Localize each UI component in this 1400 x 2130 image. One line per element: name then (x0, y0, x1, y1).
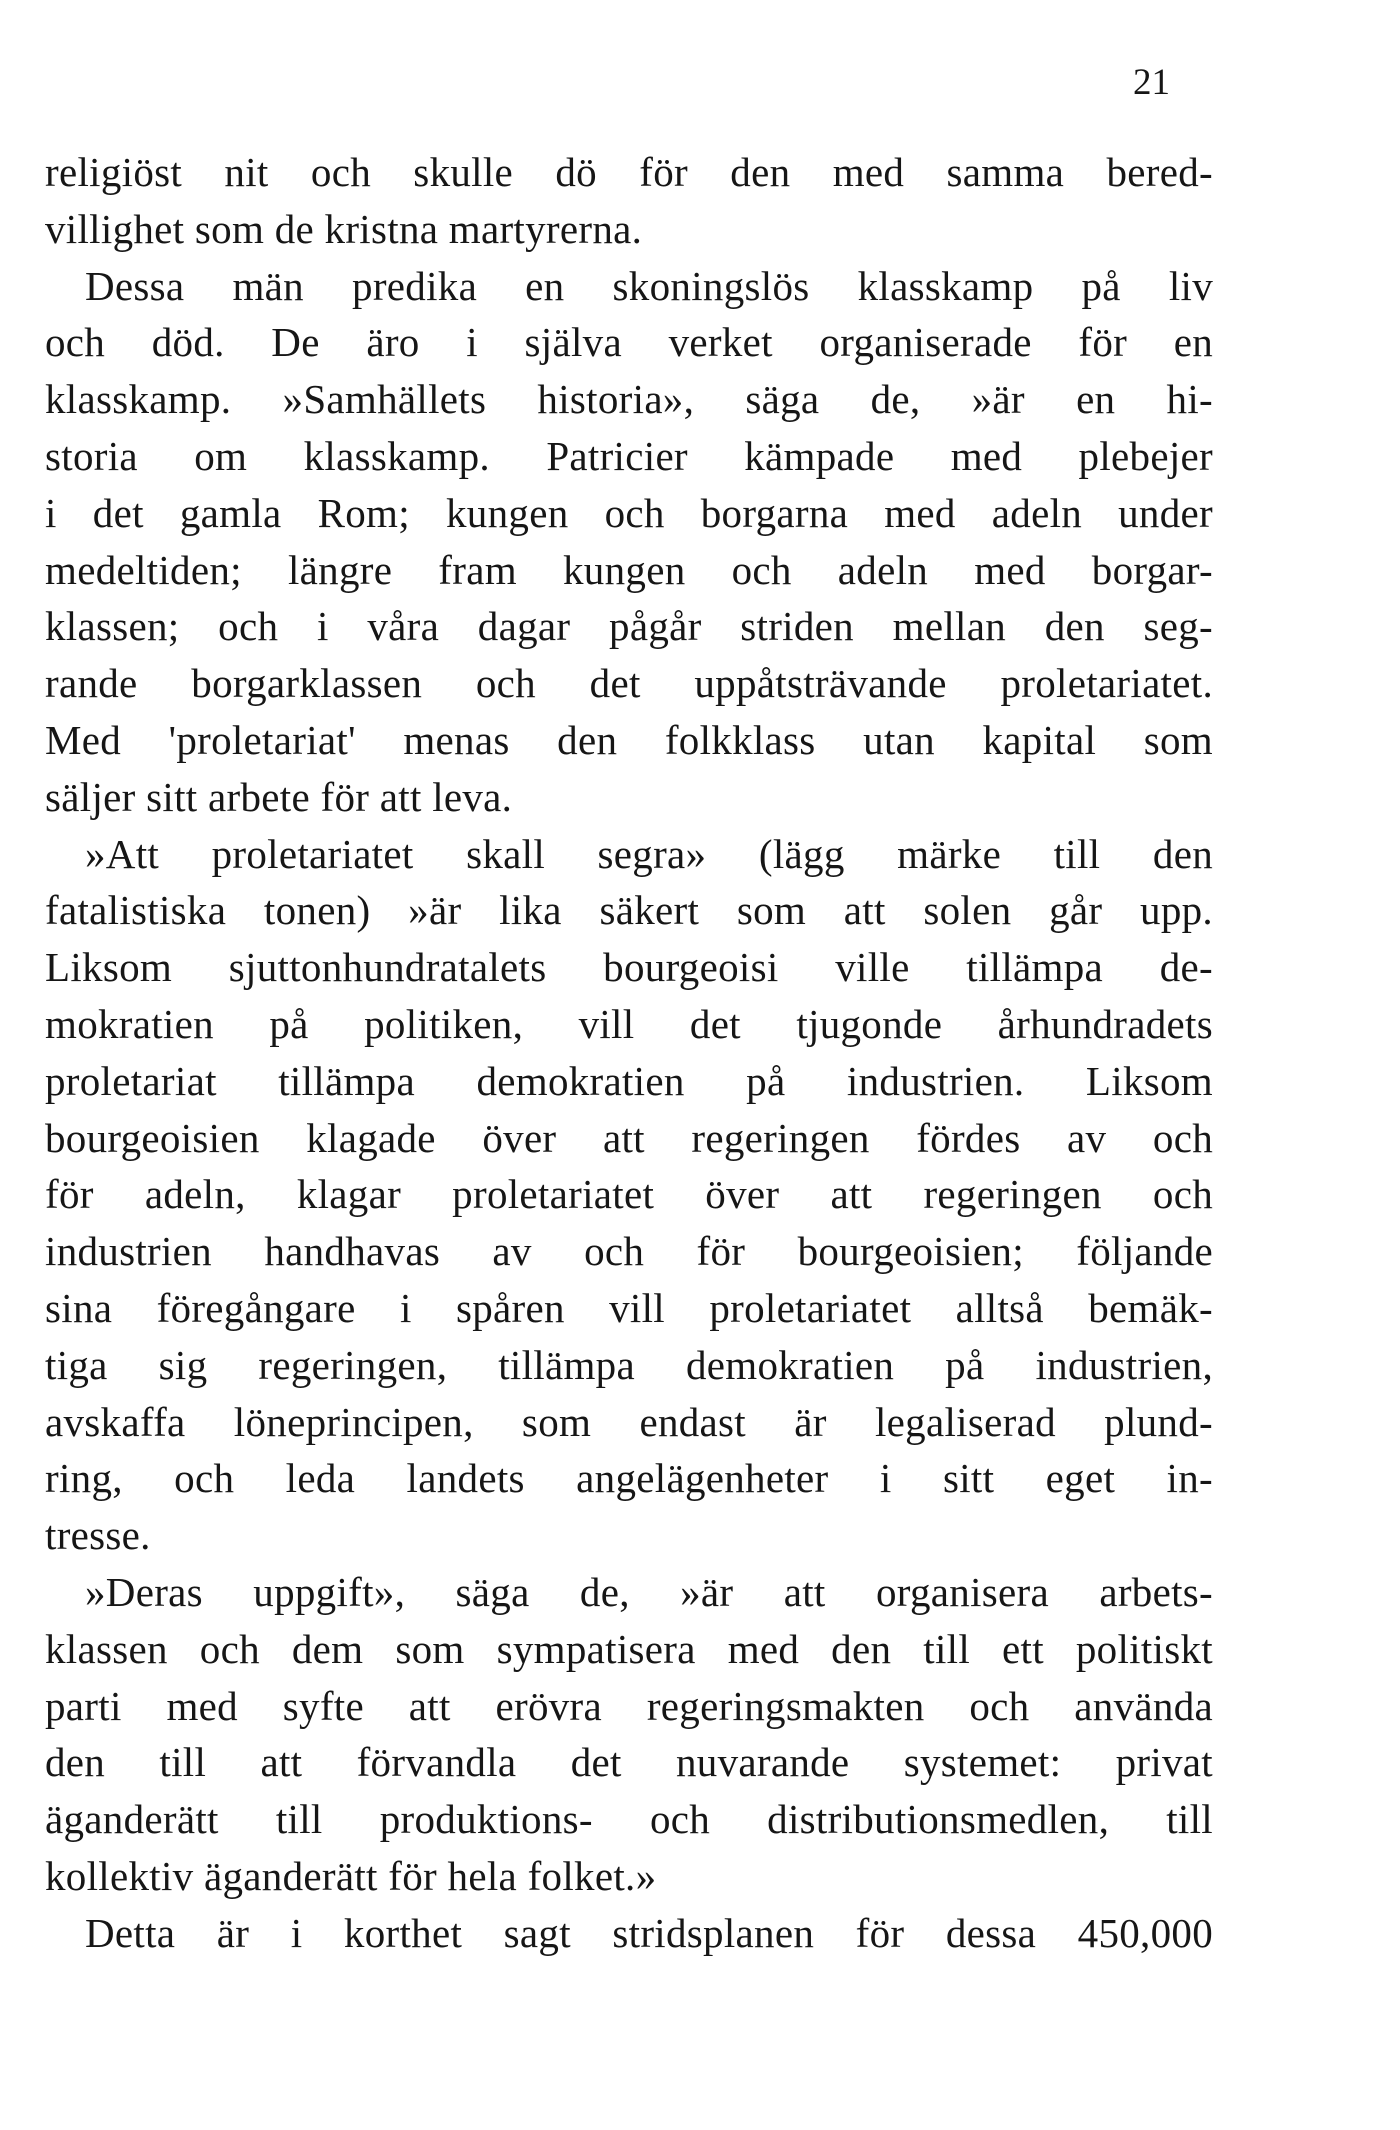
text-line: och död. De äro i själva verket organiserade för en (45, 319, 1213, 366)
text-line: storia om klasskamp. Patricier kämpade med plebejer (45, 432, 1213, 479)
text-line: i det gamla Rom; kungen och borgarna med adeln under (45, 489, 1213, 536)
text-line: villighet som de kristna martyrerna. (45, 205, 643, 252)
text-line: »Deras uppgift», säga de, »är att organisera arbets- (85, 1568, 1213, 1615)
text-line: Dessa män predika en skoningslös klasskamp på liv (85, 262, 1213, 309)
text-line: »Att proletariatet skall segra» (lägg märke till den (85, 830, 1213, 877)
text-line: klassen och dem som sympatisera med den till ett politiskt (45, 1625, 1213, 1672)
text-line: rande borgarklassen och det uppåtsträvande proletariatet. (45, 660, 1213, 707)
text-line: proletariat tillämpa demokratien på industrien. Liksom (45, 1057, 1213, 1104)
text-line: fatalistiska tonen) »är lika säkert som att solen går upp. (45, 887, 1213, 934)
text-line: tiga sig regeringen, tillämpa demokratien på industrien, (45, 1341, 1213, 1388)
text-line: klasskamp. »Samhällets historia», säga de, »är en hi- (45, 376, 1213, 423)
text-line: Liksom sjuttonhundratalets bourgeoisi ville tillämpa de- (45, 944, 1213, 991)
page-number: 21 (1133, 62, 1170, 103)
text-line: tresse. (45, 1512, 151, 1559)
text-line: sina föregångare i spåren vill proletariatet alltså bemäk- (45, 1284, 1213, 1331)
text-line: Med 'proletariat' menas den folkklass utan kapital som (45, 716, 1213, 763)
text-line: industrien handhavas av och för bourgeoisien; följande (45, 1228, 1213, 1275)
text-line: äganderätt till produktions- och distributionsmedlen, till (45, 1796, 1213, 1843)
text-line: den till att förvandla det nuvarande systemet: privat (45, 1739, 1213, 1786)
text-line: religiöst nit och skulle dö för den med samma bered- (45, 149, 1213, 195)
text-line: parti med syfte att erövra regeringsmakten och använda (45, 1682, 1213, 1729)
text-line: säljer sitt arbete för att leva. (45, 773, 513, 820)
text-line: avskaffa löneprincipen, som endast är legaliserad plund- (45, 1398, 1213, 1445)
page-text (45, 144, 1213, 1962)
text-line: Detta är i korthet sagt stridsplanen för dessa 450,000 (85, 1909, 1213, 1956)
text-line: bourgeoisien klagade över att regeringen fördes av och (45, 1114, 1213, 1161)
text-line: mokratien på politiken, vill det tjugonde århundradets (45, 1000, 1213, 1047)
text-line: ring, och leda landets angelägenheter i sitt eget in- (45, 1455, 1213, 1502)
text-line: kollektiv äganderätt för hela folket.» (45, 1852, 657, 1899)
text-line: för adeln, klagar proletariatet över att regeringen och (45, 1171, 1213, 1218)
text-line: medeltiden; längre fram kungen och adeln med borgar- (45, 546, 1213, 593)
text-line: klassen; och i våra dagar pågår striden mellan den seg- (45, 603, 1213, 650)
